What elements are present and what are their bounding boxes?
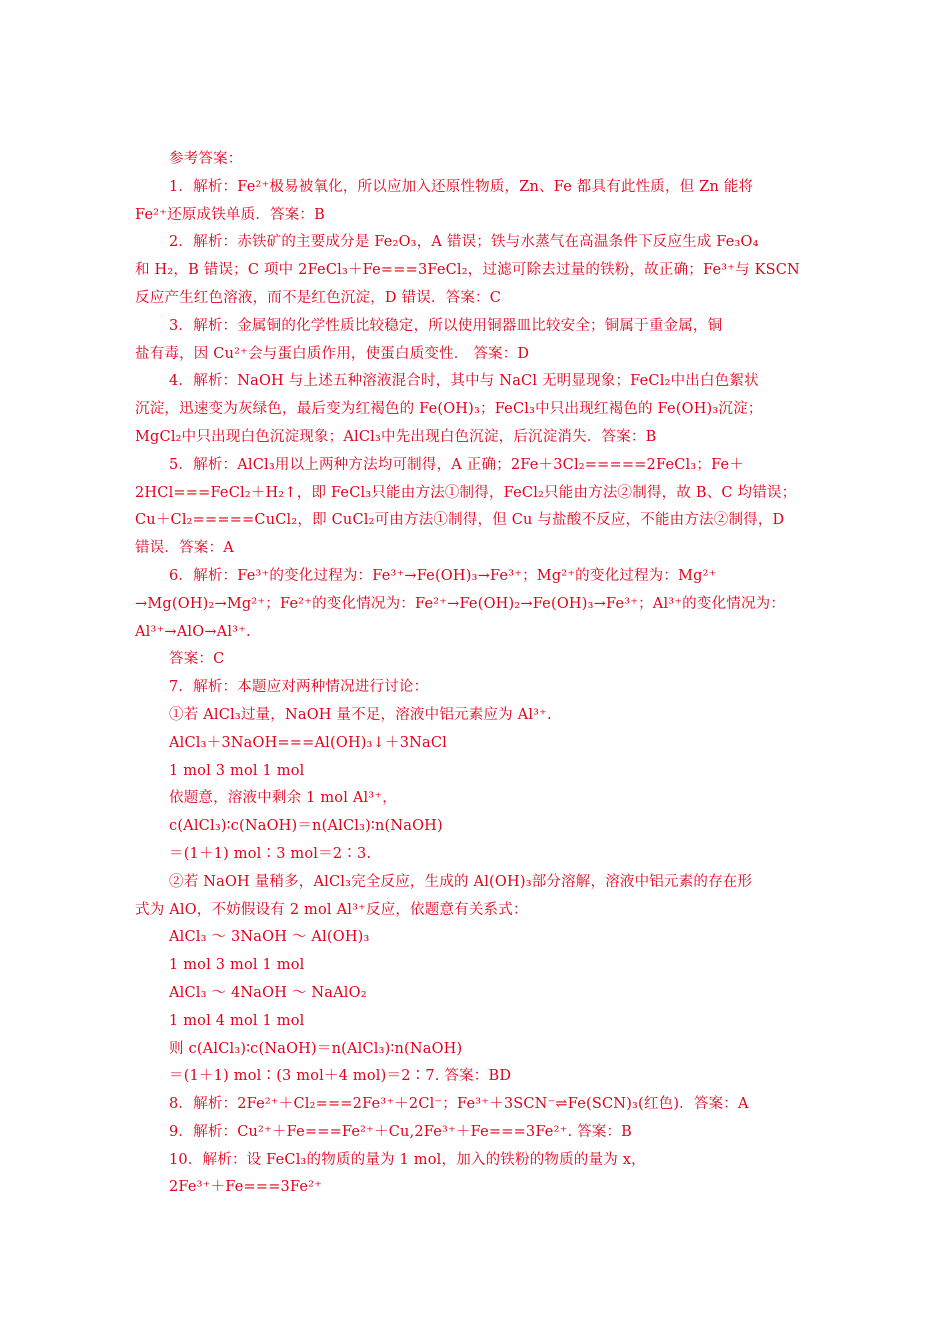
answer-line: 盐有毒，因 Cu²⁺会与蛋白质作用，使蛋白质变性． 答案：D — [135, 345, 530, 362]
answer-line: 7．解析：本题应对两种情况进行讨论： — [169, 679, 429, 696]
answer-line: 错误．答案：A — [135, 540, 234, 557]
answer-line: 和 H₂，B 错误；C 项中 2FeCl₃＋Fe===3FeCl₂，过滤可除去过量的铁粉，故正确；Fe³⁺与 KSCN — [135, 262, 800, 279]
answer-line: 1．解析：Fe²⁺极易被氧化，所以应加入还原性物质，Zn、Fe 都具有此性质，但 Zn 能将 — [169, 178, 754, 195]
equation-line: 则 c(AlCl₃)∶c(NaOH)＝n(AlCl₃)∶n(NaOH) — [169, 1040, 463, 1057]
answer-line: 沉淀，迅速变为灰绿色，最后变为红褐色的 Fe(OH)₃；FeCl₃中只出现红褐色的 Fe(OH)₃沉淀； — [135, 401, 763, 418]
answer-line: 5．解析：AlCl₃用以上两种方法均可制得，A 正确；2Fe＋3Cl₂=====2FeCl₃；Fe＋ — [169, 456, 745, 473]
answer-section — [135, 146, 817, 1202]
answer-line: 3．解析：金属铜的化学性质比较稳定，所以使用铜器皿比较安全；铜属于重金属，铜 — [169, 317, 723, 334]
answer-line: 10．解析：设 FeCl₃的物质的量为 1 mol，加入的铁粉的物质的量为 x， — [169, 1151, 646, 1168]
section-title: 参考答案： — [169, 151, 243, 167]
answer-line: Fe²⁺还原成铁单质．答案：B — [135, 206, 325, 223]
answer-line: 依题意，溶液中剩余 1 mol Al³⁺， — [169, 790, 397, 807]
equation-line: AlCl₃ ～ 3NaOH ～ Al(OH)₃ — [169, 929, 370, 946]
answer-line: 4．解析：NaOH 与上述五种溶液混合时，其中与 NaCl 无明显现象；FeCl₂中出白色絮状 — [169, 373, 759, 390]
equation-line: 1 mol 3 mol 1 mol — [169, 957, 305, 974]
equation-line: 1 mol 3 mol 1 mol — [169, 762, 305, 779]
equation-line: 2Fe³⁺＋Fe===3Fe²⁺ — [169, 1179, 323, 1196]
answer-line: MgCl₂中只出现白色沉淀现象；AlCl₃中先出现白色沉淀，后沉淀消失．答案：B — [135, 428, 657, 445]
equation-line: c(AlCl₃)∶c(NaOH)＝n(AlCl₃)∶n(NaOH) — [169, 818, 443, 835]
answer-line: 9．解析：Cu²⁺＋Fe===Fe²⁺＋Cu,2Fe³⁺＋Fe===3Fe²⁺. 答案：B — [169, 1123, 633, 1140]
answer-line: 8．解析：2Fe²⁺＋Cl₂===2Fe³⁺＋2Cl⁻；Fe³⁺＋3SCN⁻⇌Fe(SCN)₃(红色)．答案：A — [169, 1096, 749, 1113]
answer-line: 6．解析：Fe³⁺的变化过程为：Fe³⁺→Fe(OH)₃→Fe³⁺；Mg²⁺的变化过程为：Mg²⁺ — [169, 567, 717, 584]
equation-line: AlCl₃＋3NaOH===Al(OH)₃↓＋3NaCl — [169, 734, 447, 751]
equation-line: ＝(1＋1) mol∶(3 mol＋4 mol)＝2∶7. 答案：BD — [169, 1068, 512, 1085]
equation-line: ＝(1＋1) mol∶3 mol＝2∶3. — [169, 845, 372, 862]
equation-line: AlCl₃ ～ 4NaOH ～ NaAlO₂ — [169, 984, 367, 1001]
answer-line: Al³⁺→AlO→Al³⁺. — [135, 623, 251, 640]
answer-line: 2．解析：赤铁矿的主要成分是 Fe₂O₃，A 错误；铁与水蒸气在高温条件下反应生成 Fe₃O₄ — [169, 234, 759, 251]
answer-line: 式为 AlO，不妨假设有 2 mol Al³⁺反应，依题意有关系式： — [135, 901, 528, 918]
equation-line: 1 mol 4 mol 1 mol — [169, 1012, 305, 1029]
answer-line: 答案：C — [169, 651, 225, 668]
answer-line: ①若 AlCl₃过量，NaOH 量不足，溶液中铝元素应为 Al³⁺. — [169, 706, 552, 723]
answer-line: Cu＋Cl₂=====CuCl₂，即 CuCl₂可由方法①制得，但 Cu 与盐酸不反应，不能由方法②制得，D — [135, 512, 785, 529]
answer-line: →Mg(OH)₂→Mg²⁺；Fe²⁺的变化情况为：Fe²⁺→Fe(OH)₂→Fe(OH)₃→Fe³⁺；Al³⁺的变化情况为： — [135, 595, 786, 612]
answer-line: ②若 NaOH 量稍多，AlCl₃完全反应，生成的 Al(OH)₃部分溶解，溶液中铝元素的存在形 — [169, 873, 753, 890]
answer-line: 2HCl===FeCl₂＋H₂↑，即 FeCl₃只能由方法①制得，FeCl₂只能由方法②制得，故 B、C 均错误； — [135, 484, 797, 501]
answer-line: 反应产生红色溶液，而不是红色沉淀，D 错误．答案：C — [135, 289, 502, 306]
